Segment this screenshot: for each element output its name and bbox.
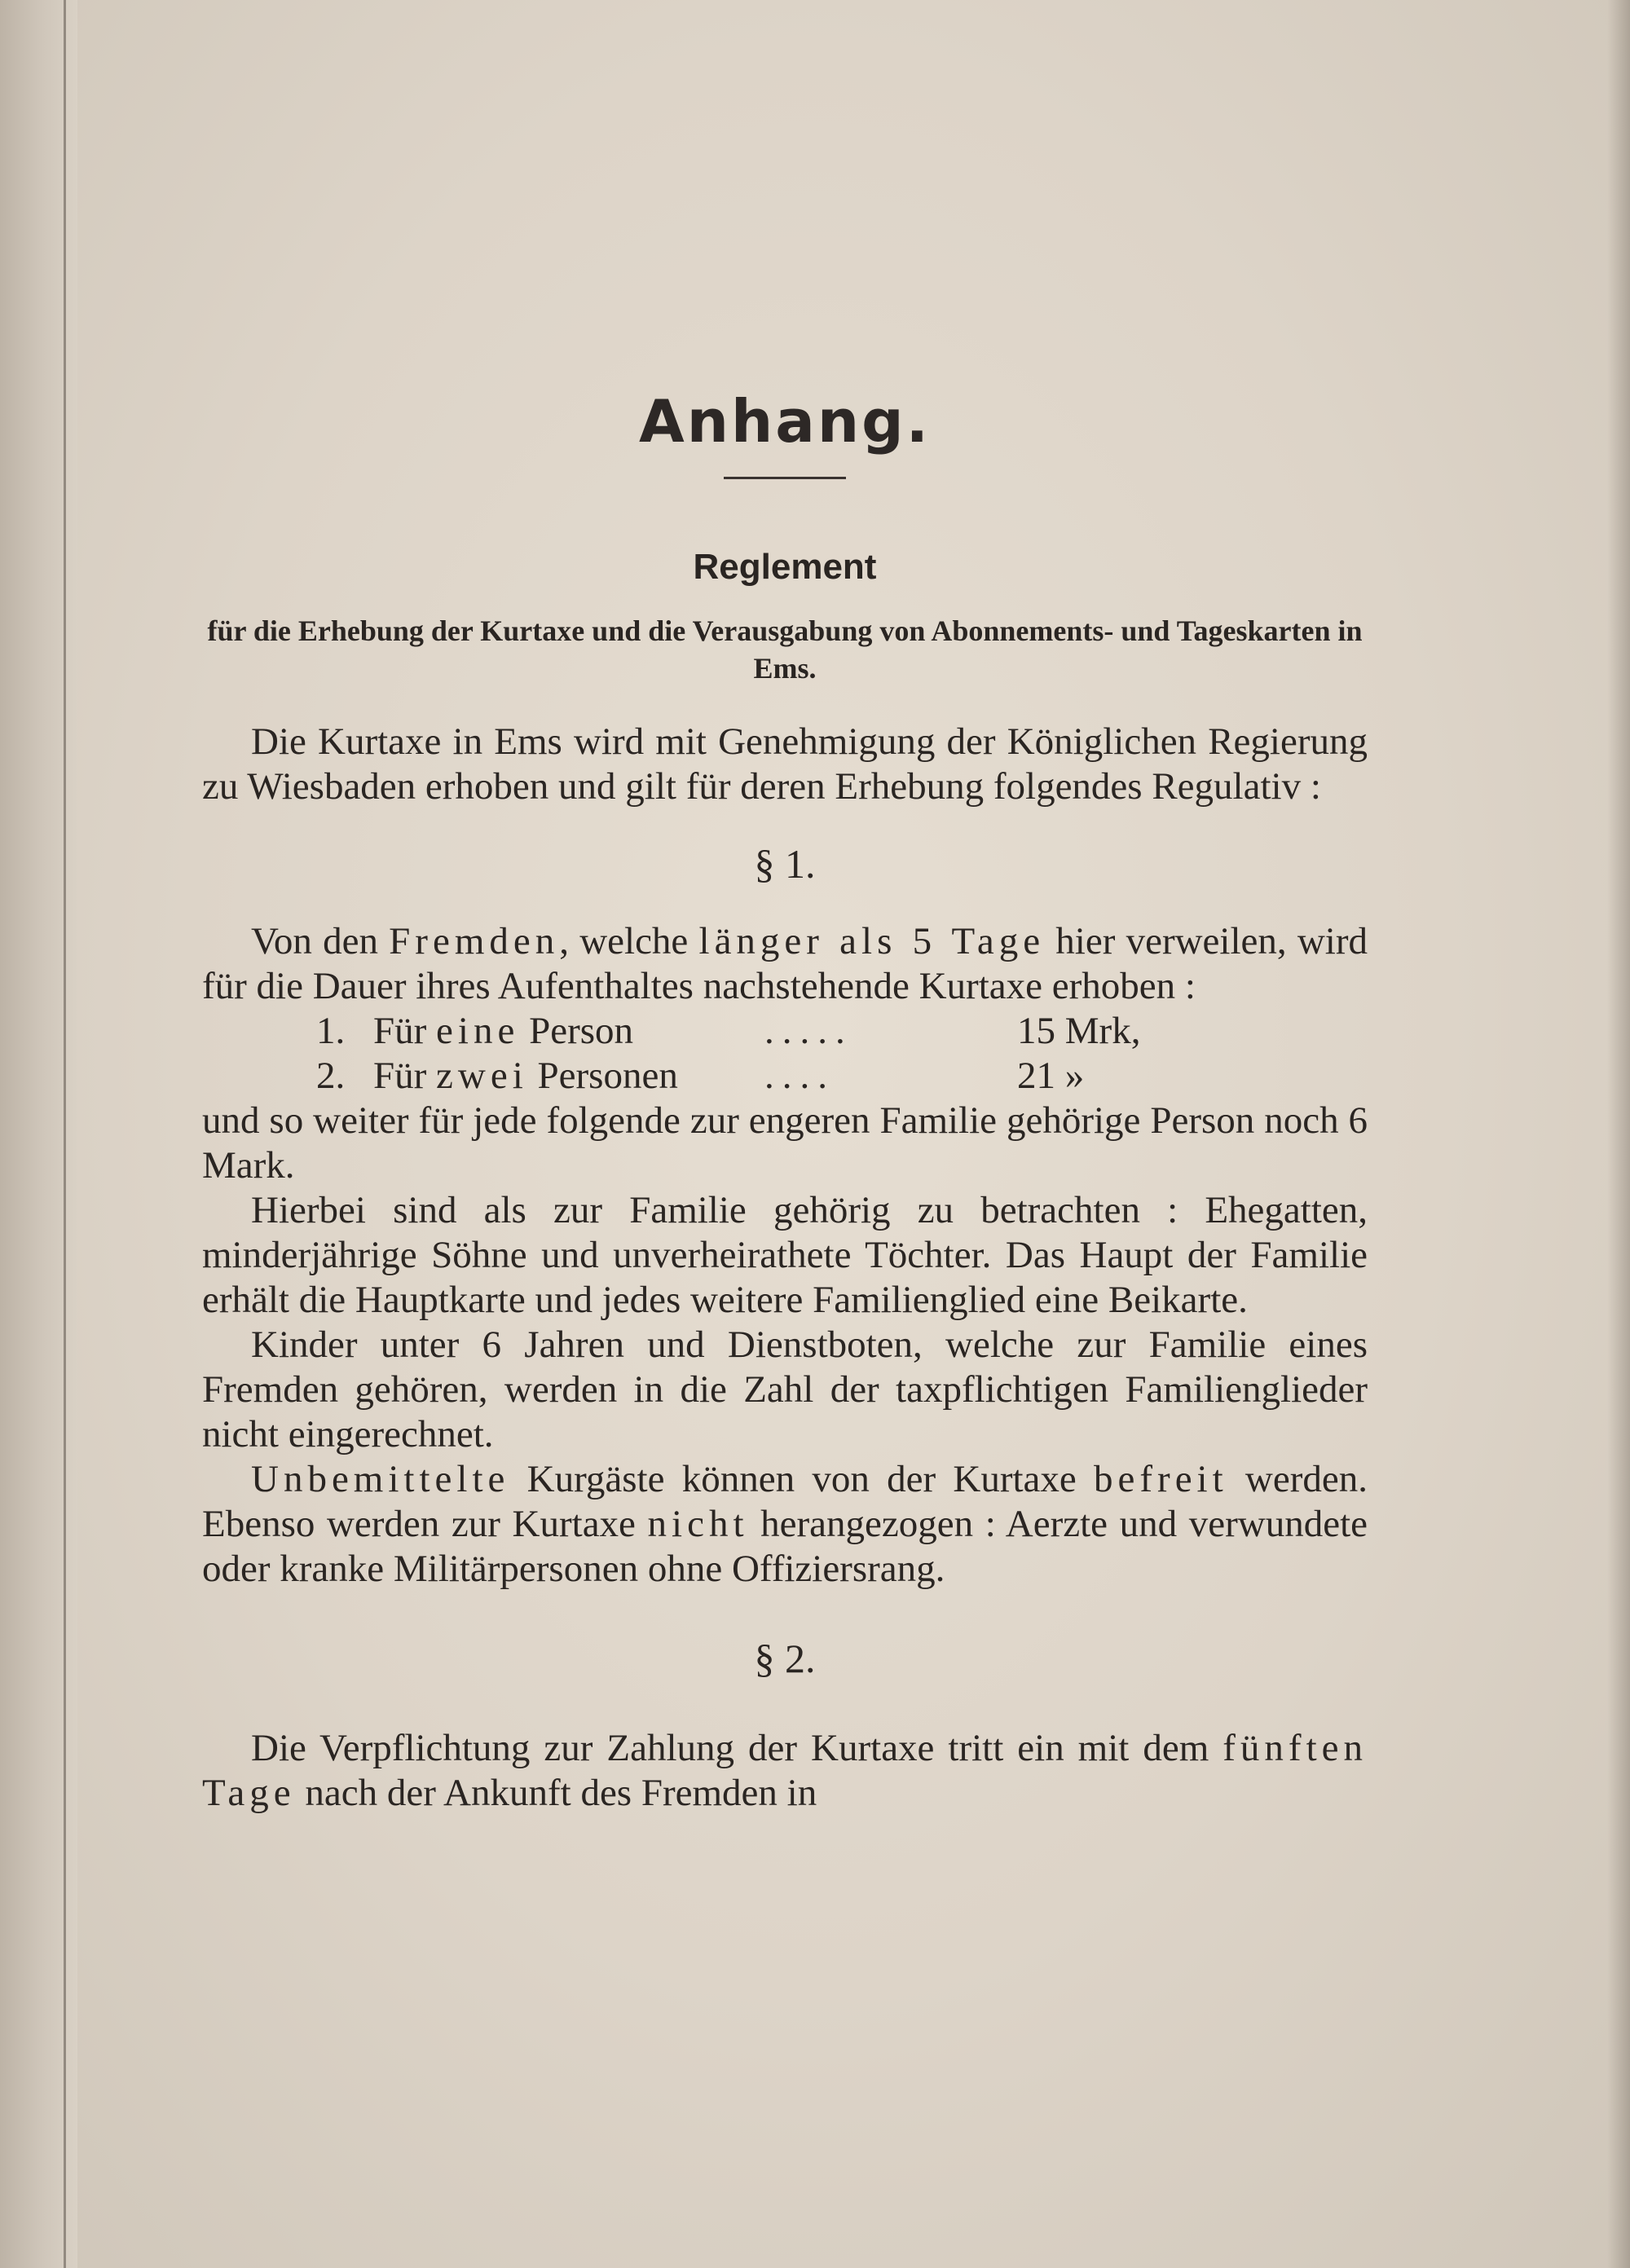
tax-item-amount: 21 »: [1017, 1055, 1085, 1097]
section-1-lead-a: Von den: [251, 920, 390, 962]
intro-paragraph: Die Kurtaxe in Ems wird mit Genehmigung der Königlichen Regierung zu Wiesbaden erhoben und gilt für deren Erhebung folgendes Regulativ :: [202, 720, 1368, 808]
page-content: [202, 387, 1368, 1816]
tax-item-number: 2.: [316, 1055, 346, 1097]
tax-list-item: [202, 1054, 1368, 1099]
section-1-lead-c: hier verweilen, wird für die Dauer ihres Aufenthaltes nachstehende Kurtaxe erhoben :: [202, 920, 1368, 1007]
tax-item-amount: 15 Mrk,: [1017, 1010, 1141, 1052]
family-paragraph: Hierbei sind als zur Familie gehörig zu betrachten : Ehegatten, minderjährige Söhne und unverheirathete Töchter. Das Haupt der Familie erhält die Hauptkarte und jedes weitere Familienglied eine Beikarte.: [202, 1189, 1368, 1321]
document-subheading: für die Erhebung der Kurtaxe und die Verausgabung von Abonnements- und Tageskarten in Ems.: [207, 614, 1363, 685]
section-1-lead-spaced-2: länger als 5 Tage: [698, 920, 1046, 962]
section-1-lead-b: , welche: [559, 920, 699, 962]
section-1-lead-paragraph: [202, 919, 1368, 1009]
section-2-text-a: Die Verpflichtung zur Zahlung der Kurtaxe tritt ein mit dem: [251, 1727, 1223, 1769]
tax-item-dots: .....: [764, 1010, 853, 1052]
tax-item-label: [373, 1009, 764, 1054]
exempt-spaced-1: Unbemittelte: [251, 1458, 510, 1500]
section-1-lead-spaced-1: Fremden: [389, 920, 560, 962]
tax-item-label-spaced: eine: [436, 1010, 520, 1052]
title-divider: [724, 477, 846, 479]
section-2-mark: § 2.: [754, 1636, 816, 1681]
tax-item-label-post: Personen: [527, 1055, 678, 1097]
tax-item-label-pre: Für: [373, 1055, 437, 1097]
section-1-mark: § 1.: [754, 841, 816, 887]
exemption-paragraph: [202, 1457, 1368, 1592]
page-title: Anhang.: [639, 387, 931, 456]
exempt-a: Kurgäste können von der Kurtaxe: [509, 1458, 1095, 1500]
tax-item-label-post: Person: [519, 1010, 634, 1052]
section-2-paragraph: [202, 1726, 1368, 1816]
exempt-b: werden. Ebenso werden zur Kurtaxe: [202, 1458, 1368, 1545]
tax-item-label-pre: Für: [373, 1010, 437, 1052]
tax-item-number: 1.: [316, 1010, 346, 1052]
section-2-text-b: nach der Ankunft des Fremden in: [295, 1772, 817, 1814]
exempt-spaced-2: befreit: [1094, 1458, 1228, 1500]
binding-edge-line: [64, 0, 66, 2268]
section-2-text-spaced: fünften Tage: [202, 1727, 1368, 1814]
tax-item-label: [373, 1054, 764, 1099]
children-paragraph: Kinder unter 6 Jahren und Dienstboten, welche zur Familie eines Fremden gehören, werden in die Zahl der taxpflichtigen Familienglieder nicht eingerechnet.: [202, 1323, 1368, 1455]
document-heading: Reglement: [693, 547, 877, 587]
exempt-c: herangezogen : Aerzte und verwundete oder kranke Militärpersonen ohne Offiziersrang.: [202, 1503, 1368, 1590]
tax-item-label-spaced: zwei: [436, 1055, 528, 1097]
tax-list-item: [202, 1009, 1368, 1054]
page-edge-shadow: [1607, 0, 1630, 2268]
exempt-spaced-3: nicht: [647, 1503, 749, 1545]
tax-item-dots: ....: [764, 1055, 835, 1097]
after-items-paragraph: und so weiter für jede folgende zur engeren Familie gehörige Person noch 6 Mark.: [202, 1099, 1368, 1187]
